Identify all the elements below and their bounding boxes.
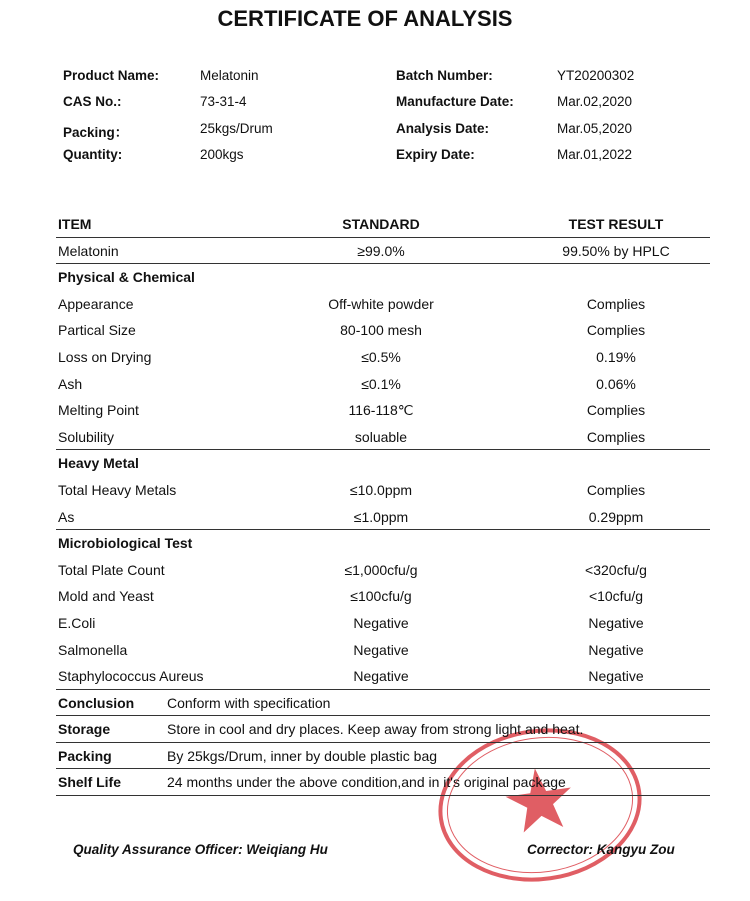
- info-label: CAS No.:: [63, 94, 122, 109]
- info-label: Product Name:: [63, 68, 160, 83]
- item-standard: ≤1.0ppm: [353, 508, 409, 525]
- item-result: Complies: [586, 481, 646, 498]
- footer-label: Conclusion: [58, 694, 135, 711]
- item-standard: ≤0.5%: [361, 348, 401, 365]
- info-value: 200kgs: [200, 147, 244, 162]
- item-result: <10cfu/g: [588, 588, 644, 605]
- item-result: Complies: [586, 428, 646, 445]
- item-name: Melting Point: [58, 402, 139, 419]
- item-name: Total Plate Count: [58, 561, 165, 578]
- footer-value: Store in cool and dry places. Keep away from strong light and heat.: [167, 721, 584, 738]
- section-heading: [56, 530, 710, 557]
- table-row: [56, 317, 710, 344]
- item-standard: Negative: [353, 668, 409, 685]
- item-standard: Negative: [353, 641, 409, 658]
- header-standard: STANDARD: [342, 216, 420, 232]
- item-standard: soluable: [354, 428, 408, 445]
- footer-value: 24 months under the above condition,and in it's original package: [167, 774, 566, 791]
- info-value: Mar.05,2020: [557, 121, 633, 136]
- table-row: [56, 397, 710, 424]
- info-value: YT20200302: [557, 68, 635, 83]
- info-label: Batch Number:: [396, 68, 493, 83]
- item-result: Complies: [586, 322, 646, 339]
- item-result: Negative: [588, 614, 644, 631]
- section-title: Heavy Metal: [58, 455, 139, 472]
- item-standard: 80-100 mesh: [340, 322, 422, 339]
- item-result: 99.50% by HPLC: [562, 242, 670, 259]
- table-row: [56, 610, 710, 637]
- document-title: CERTIFICATE OF ANALYSIS: [217, 6, 513, 31]
- table-row: [56, 557, 710, 584]
- item-standard: 116-118℃: [348, 402, 414, 419]
- section-heading: [56, 264, 710, 291]
- info-label: Quantity:: [63, 147, 123, 162]
- item-result: 0.06%: [596, 375, 636, 392]
- item-name: Staphylococcus Aureus: [58, 668, 204, 685]
- info-value: Mar.01,2022: [557, 147, 633, 162]
- item-standard: ≥99.0%: [357, 242, 405, 259]
- item-name: As: [58, 508, 75, 525]
- header-item: ITEM: [58, 216, 92, 232]
- info-value: Melatonin: [200, 68, 259, 83]
- table-row: [56, 424, 710, 451]
- table-header: [56, 211, 710, 238]
- item-name: Loss on Drying: [58, 348, 152, 365]
- footer-label: Packing: [58, 747, 112, 764]
- item-name: Appearance: [58, 295, 134, 312]
- item-result: Complies: [586, 402, 646, 419]
- footer-row-conclusion: [56, 690, 710, 717]
- info-label: Analysis Date:: [396, 121, 490, 136]
- table-row: [56, 637, 710, 664]
- item-result: Negative: [588, 668, 644, 685]
- item-result: 0.19%: [596, 348, 636, 365]
- info-value: Mar.02,2020: [557, 94, 633, 109]
- item-name: Ash: [58, 375, 83, 392]
- section-heading: [56, 450, 710, 477]
- info-label: Packing：: [63, 125, 129, 140]
- table-row: [56, 583, 710, 610]
- footer-value: Conform with specification: [167, 694, 331, 711]
- table-row: [56, 291, 710, 318]
- item-name: Melatonin: [58, 242, 119, 259]
- item-result: Complies: [586, 295, 646, 312]
- item-standard: ≤1,000cfu/g: [344, 561, 418, 578]
- item-name: E.Coli: [58, 614, 96, 631]
- table-row: [56, 371, 710, 398]
- info-value: 73-31-4: [200, 94, 247, 109]
- footer-row-shelf-life: [56, 769, 710, 796]
- footer-row-storage: [56, 716, 710, 743]
- qa-officer-signature: Quality Assurance Officer: Weiqiang Hu: [73, 842, 328, 857]
- item-name: Solubility: [58, 428, 115, 445]
- item-result: 0.29ppm: [588, 508, 644, 525]
- table-row: [56, 238, 710, 265]
- item-name: Partical Size: [58, 322, 136, 339]
- item-standard: Off-white powder: [328, 295, 434, 312]
- item-name: Total Heavy Metals: [58, 481, 177, 498]
- info-label: Expiry Date:: [396, 147, 475, 162]
- item-standard: ≤0.1%: [361, 375, 401, 392]
- item-standard: Negative: [353, 614, 409, 631]
- section-title: Microbiological Test: [58, 535, 193, 552]
- item-result: <320cfu/g: [585, 561, 647, 578]
- item-name: Salmonella: [58, 641, 128, 658]
- info-value: 25kgs/Drum: [200, 121, 273, 136]
- table-row: [56, 477, 710, 504]
- item-standard: ≤10.0ppm: [349, 481, 413, 498]
- analysis-table: [56, 211, 710, 796]
- table-row: [56, 663, 710, 690]
- table-row: [56, 504, 710, 531]
- item-standard: ≤100cfu/g: [350, 588, 412, 605]
- footer-row-packing: [56, 743, 710, 770]
- header-result: TEST RESULT: [568, 216, 664, 232]
- item-name: Mold and Yeast: [58, 588, 154, 605]
- section-title: Physical & Chemical: [58, 269, 195, 286]
- footer-label: Storage: [58, 721, 111, 738]
- corrector-signature: Corrector: Kangyu Zou: [527, 842, 675, 857]
- footer-value: By 25kgs/Drum, inner by double plastic bag: [167, 747, 438, 764]
- footer-label: Shelf Life: [58, 774, 122, 791]
- item-result: Negative: [588, 641, 644, 658]
- info-label: Manufacture Date:: [396, 94, 514, 109]
- table-row: [56, 344, 710, 371]
